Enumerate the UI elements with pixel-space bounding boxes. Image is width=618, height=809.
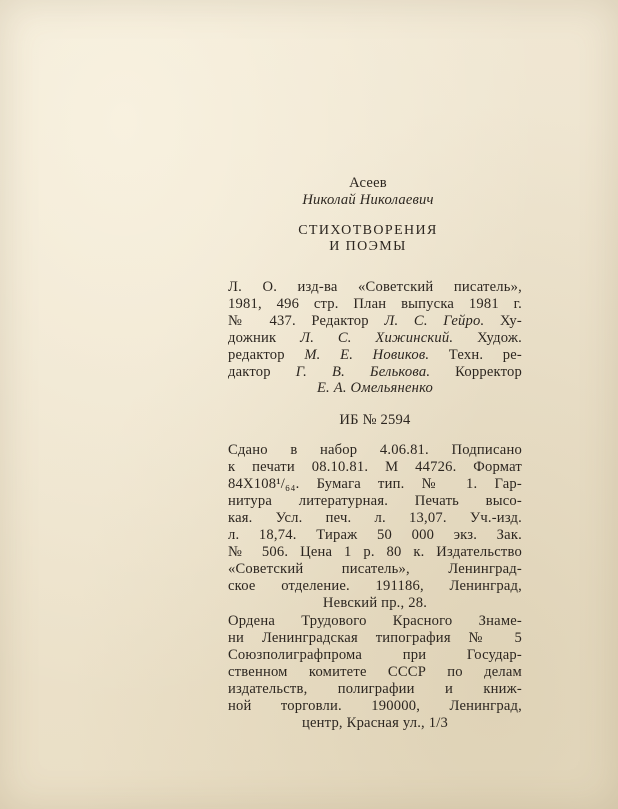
imprint-text: дактор — [228, 364, 271, 380]
printer-line: центр, Красная ул., 1/3 — [301, 715, 448, 731]
imprint-text: № 437. Редактор — [228, 313, 369, 329]
book-title-line-1: СТИХОТВОРЕНИЯ — [298, 223, 438, 238]
details-line: Сдано в набор 4.06.81. Подписано — [228, 442, 522, 458]
printer-line: ной торговли. 190000, Ленинград, — [228, 698, 522, 714]
editor-name: Л. С. Гейро. — [384, 313, 485, 329]
details-line: «Советский писатель», Ленинград- — [228, 561, 522, 577]
details-line: к печати 08.10.81. М 44726. Формат — [228, 459, 522, 475]
imprint-text: Худож. — [477, 330, 522, 346]
imprint-line — [228, 364, 522, 381]
imprint-line — [228, 347, 522, 364]
printer-line: Ордена Трудового Красного Знаме- — [228, 613, 522, 629]
imprint-line — [228, 330, 522, 347]
imprint-text: Корректор — [455, 364, 522, 380]
details-line: № 506. Цена 1 р. 80 к. Издательство — [228, 544, 522, 560]
details-line: л. 18,74. Тираж 50 000 экз. Зак. — [228, 527, 522, 543]
imprint-text: дожник — [228, 330, 277, 346]
imprint-text: Техн. ре- — [448, 347, 522, 363]
printer-line: ни Ленинградская типография № 5 — [228, 630, 522, 646]
imprint-line: 1981, 496 стр. План выпуска 1981 г. — [228, 296, 522, 312]
author-name: Николай Николаевич — [302, 192, 434, 208]
printer-line: ственном комитете СССР по делам — [228, 664, 522, 680]
imprint-text: редактор — [228, 347, 285, 363]
details-line: 84Х108¹/₆₄. Бумага тип. № 1. Гар- — [228, 476, 522, 492]
imprint-line: Л. О. изд-ва «Советский писатель», — [228, 279, 522, 295]
imprint-text: Ху- — [499, 313, 522, 329]
details-line: Невский пр., 28. — [322, 595, 428, 611]
details-line: нитура литературная. Печать высо- — [228, 493, 522, 509]
ib-number: ИБ № 2594 — [339, 412, 411, 428]
artist-name: Л. С. Хижинский. — [300, 330, 454, 346]
tech-editor-name: Г. В. Белькова. — [295, 364, 431, 380]
imprint-line — [228, 313, 522, 330]
author-surname: Асеев — [349, 175, 387, 191]
printer-line: издательств, полиграфии и книж- — [228, 681, 522, 697]
printer-line: Союзполиграфпрома при Государ- — [228, 647, 522, 663]
details-line: кая. Усл. печ. л. 13,07. Уч.-изд. — [228, 510, 522, 526]
corrector-name: Е. А. Омельяненко — [316, 380, 434, 396]
details-line: ское отделение. 191186, Ленинград, — [228, 578, 522, 594]
book-title-line-2: И ПОЭМЫ — [329, 239, 407, 254]
art-editor-name: М. Е. Новиков. — [304, 347, 430, 363]
